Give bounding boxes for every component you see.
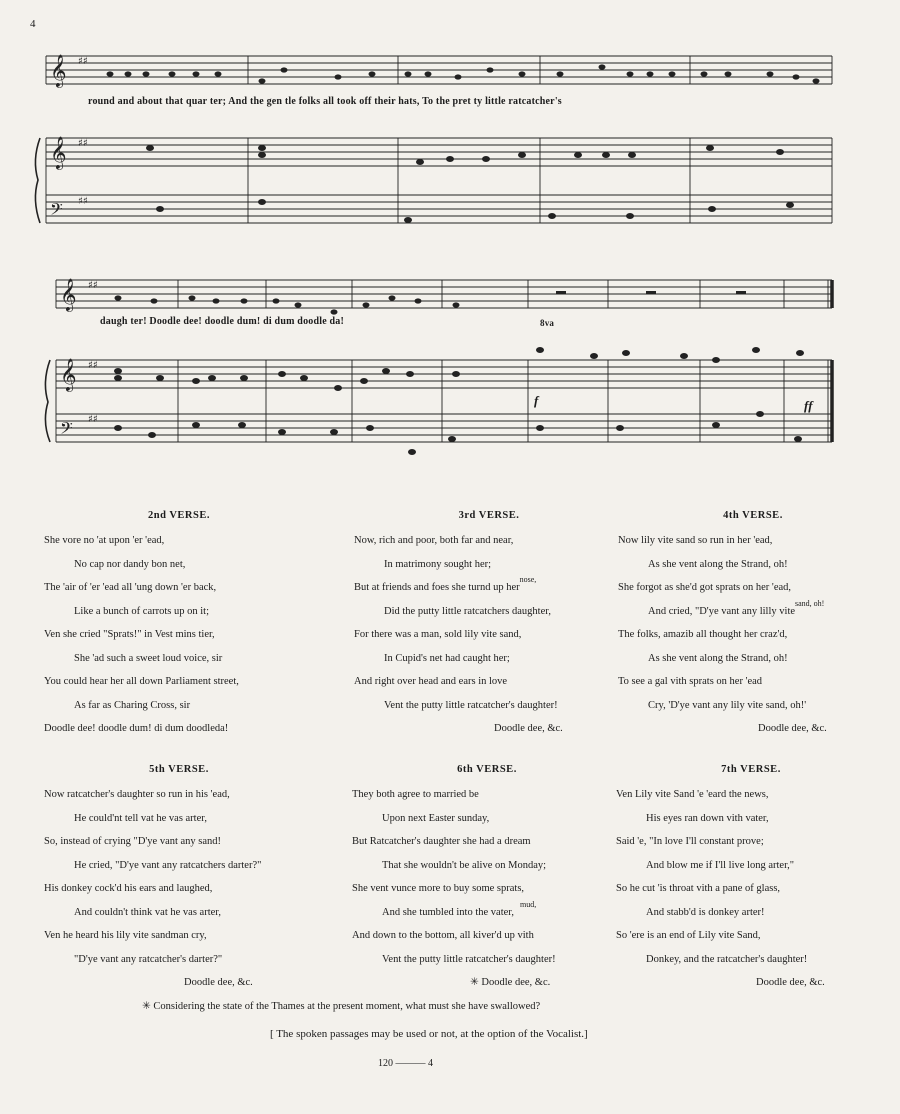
- svg-text:𝄞: 𝄞: [60, 278, 77, 311]
- verse-6: [352, 764, 622, 995]
- svg-text:♯♯: ♯♯: [78, 196, 88, 207]
- verse-line: She vent vunce more to buy some sprats,: [352, 883, 525, 894]
- verse-line: And right over head and ears in love: [354, 676, 508, 687]
- svg-text:♯♯: ♯♯: [88, 414, 98, 425]
- verse-line: Vent the putty little ratcatcher's daughter!: [384, 699, 558, 711]
- vocal-staff-1: [46, 56, 832, 84]
- verse-line: He cried, "D'ye vant any ratcatchers darter?": [74, 859, 262, 871]
- verse-line-text: And cried, "D'ye vant any lilly vite: [648, 605, 796, 617]
- verse-line: As she vent along the Strand, oh!: [648, 652, 788, 664]
- verse-line: Upon next Easter sunday,: [382, 812, 490, 824]
- verse-line: Ven Lily vite Sand 'e 'eard the news,: [616, 789, 769, 800]
- verse-line: [618, 600, 888, 624]
- dynamic-fortissimo: ff: [804, 398, 813, 413]
- vocal-staff-2: [56, 280, 832, 308]
- verse-title: 3rd VERSE.: [458, 510, 520, 521]
- lyrics-system-1: round and about that quar ter; And the gen tle folks all took off their hats, To the pret ty little ratcatcher's: [88, 96, 562, 107]
- piano-bass-staff-2: [56, 414, 832, 442]
- verse-line: You could hear her all down Parliament street,: [44, 676, 239, 687]
- page-number: 4: [30, 18, 36, 30]
- svg-text:𝄢: 𝄢: [60, 418, 73, 442]
- verse-title: 2nd VERSE.: [147, 510, 210, 521]
- verse-line: For there was a man, sold lily vite sand,: [354, 629, 522, 640]
- verse-line: Said 'e, "In love I'll constant prove;: [616, 836, 764, 847]
- verse-3: [354, 510, 624, 741]
- verse-line: Now ratcatcher's daughter so run in his 'ead,: [44, 789, 230, 800]
- piano-treble-staff-1: [46, 138, 832, 166]
- verse-title: 7th VERSE.: [721, 764, 781, 775]
- svg-text:𝄞: 𝄞: [60, 358, 77, 391]
- verse-7: [616, 764, 886, 995]
- verse-line: And stabb'd is donkey arter!: [646, 906, 765, 918]
- verse-line: ✳ Doodle dee, &c.: [470, 977, 551, 988]
- piano-notes-2: [114, 347, 804, 455]
- verse-line: Ven he heard his lily vite sandman cry,: [44, 930, 207, 941]
- verse-line: His donkey cock'd his ears and laughed,: [44, 883, 213, 894]
- verse-line: [354, 576, 624, 600]
- verse-line: Ven she cried "Sprats!" in Vest mins tier,: [44, 629, 215, 640]
- verse-line: His eyes ran down vith vater,: [646, 812, 769, 824]
- verse-line: As far as Charing Cross, sir: [74, 699, 191, 711]
- verse-line: And couldn't think vat he vas arter,: [74, 906, 221, 918]
- verse-line: "D'ye vant any ratcatcher's darter?": [74, 953, 223, 965]
- verse-line: Doodle dee! doodle dum! di dum doodleda!: [44, 723, 229, 734]
- star-footnote: ✳ Considering the state of the Thames at the present moment, what must she have swallowed?: [142, 1001, 541, 1012]
- verse-line: [352, 901, 622, 925]
- dynamic-forte: f: [534, 393, 539, 408]
- verse-superscript: sand, oh!: [795, 599, 825, 608]
- svg-text:𝄞: 𝄞: [50, 136, 67, 169]
- verse-line: She 'ad such a sweet loud voice, sir: [74, 652, 223, 664]
- verse-2: [44, 510, 314, 741]
- piano-notes-1: [146, 145, 794, 223]
- piano-treble-staff-2: [56, 360, 832, 388]
- verse-line: In matrimony sought her;: [384, 558, 492, 570]
- verse-line: Vent the putty little ratcatcher's daughter!: [382, 953, 556, 965]
- music-system-1: [0, 0, 900, 240]
- plate-number: 120 ——— 4: [378, 1058, 433, 1069]
- verse-line: Doodle dee, &c.: [494, 723, 563, 734]
- lyrics-system-2: daugh ter! Doodle dee! doodle dum! di dum doodle da!: [100, 316, 345, 327]
- verse-line: Like a bunch of carrots up on it;: [74, 605, 210, 617]
- svg-text:𝄢: 𝄢: [50, 199, 63, 223]
- verse-line: In Cupid's net had caught her;: [384, 652, 510, 664]
- verse-line: She vore no 'at upon 'er 'ead,: [44, 535, 165, 546]
- verse-line: They both agree to married be: [352, 789, 479, 800]
- verse-line: So he cut 'is throat vith a pane of glass,: [616, 883, 781, 894]
- verse-line: And blow me if I'll live long arter,": [646, 859, 795, 871]
- verse-superscript: nose,: [519, 576, 537, 584]
- verse-line-text: And she tumbled into the vater,: [382, 906, 514, 918]
- verse-title: 4th VERSE.: [723, 510, 783, 521]
- verse-line: As she vent along the Strand, oh!: [648, 558, 788, 570]
- verse-line: Doodle dee, &c.: [184, 977, 253, 988]
- verse-line: Now lily vite sand so run in her 'ead,: [618, 535, 773, 546]
- verse-line: Doodle dee, &c.: [756, 977, 825, 988]
- music-system-2: [0, 262, 900, 462]
- verse-line: Now, rich and poor, both far and near,: [354, 535, 514, 546]
- verse-title: 5th VERSE.: [149, 764, 209, 775]
- verse-line: Cry, 'D'ye vant any lily vite sand, oh!': [648, 699, 807, 711]
- svg-text:𝄞: 𝄞: [50, 54, 67, 87]
- verse-line-text: But at friends and foes she turnd up her: [354, 582, 520, 593]
- verse-title: 6th VERSE.: [457, 764, 517, 775]
- verse-line: Doodle dee, &c.: [758, 723, 827, 734]
- verse-4: [618, 510, 888, 741]
- verse-line: She forgot as she'd got sprats on her 'ead,: [618, 582, 792, 593]
- verse-superscript: mud,: [519, 900, 537, 909]
- verse-line: So 'ere is an end of Lily vite Sand,: [616, 930, 761, 941]
- octave-mark: 8va: [540, 318, 555, 328]
- spoken-passages-note: [ The spoken passages may be used or not, at the option of the Vocalist.]: [270, 1028, 588, 1040]
- verse-line: So, instead of crying "D'ye vant any sand!: [44, 836, 222, 847]
- verse-line: Donkey, and the ratcatcher's daughter!: [646, 953, 808, 965]
- verse-5: [44, 764, 314, 995]
- verse-line: Did the putty little ratcatchers daughter,: [384, 605, 551, 617]
- verse-line: The 'air of 'er 'ead all 'ung down 'er back,: [44, 582, 217, 593]
- svg-text:♯♯: ♯♯: [88, 280, 98, 291]
- vocal-notes-2: [115, 291, 747, 315]
- vocal-notes-1: [107, 64, 820, 83]
- verse-line: He could'nt tell vat he vas arter,: [74, 812, 207, 824]
- svg-text:♯♯: ♯♯: [78, 138, 88, 149]
- verse-line: That she wouldn't be alive on Monday;: [382, 859, 547, 871]
- verse-line: No cap nor dandy bon net,: [74, 558, 186, 570]
- verse-line: And down to the bottom, all kiver'd up vith: [352, 930, 534, 941]
- svg-text:♯♯: ♯♯: [88, 360, 98, 371]
- verse-line: To see a gal vith sprats on her 'ead: [618, 676, 763, 687]
- svg-text:♯♯: ♯♯: [78, 56, 88, 67]
- verse-line: But Ratcatcher's daughter she had a dream: [352, 836, 531, 847]
- verse-line: The folks, amazib all thought her craz'd,: [618, 629, 788, 640]
